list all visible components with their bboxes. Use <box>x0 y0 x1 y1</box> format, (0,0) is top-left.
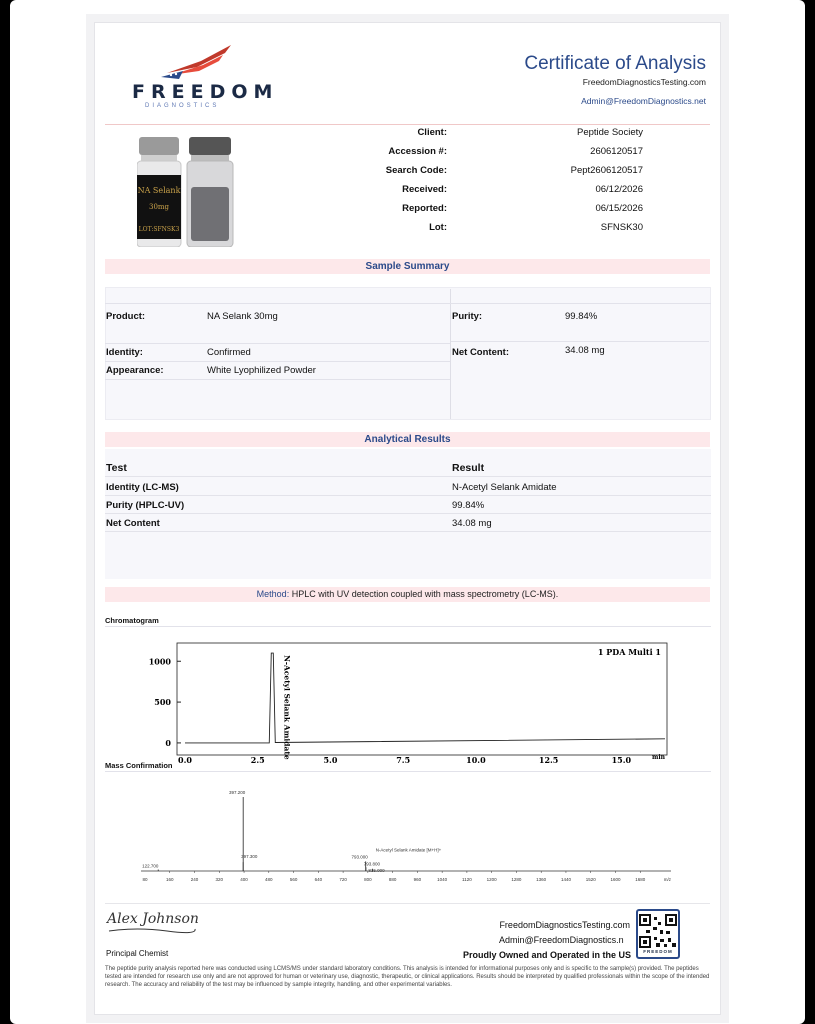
info-value: Pept2606120517 <box>570 165 643 176</box>
y-tick-label: 1000 <box>148 656 171 667</box>
footer-divider <box>105 903 710 904</box>
appearance-value: White Lyophilized Powder <box>207 365 316 376</box>
mass-x-tick-label: 1280 <box>511 877 522 882</box>
product-label: Product: <box>106 311 146 322</box>
mass-x-tick-label: 1600 <box>610 877 621 882</box>
qr-verification-badge[interactable] <box>636 909 680 959</box>
chromatogram-frame <box>177 643 667 755</box>
mass-annotation: N-Acetyl Selank Amidate [M+H]+ <box>375 847 442 853</box>
table-row <box>105 514 711 532</box>
method-label: Method: <box>256 589 290 599</box>
mass-x-tick-label: 800 <box>364 877 372 882</box>
mass-x-tick-label: 1200 <box>486 877 497 882</box>
chemist-signature: Alex Johnson <box>107 911 199 927</box>
vial-label-lot: LOT:SFNSK3 <box>138 226 180 233</box>
y-tick-label: 500 <box>154 697 171 708</box>
mass-peak-label: 122.700 <box>142 863 159 869</box>
mass-x-tick-label: 480 <box>265 877 273 882</box>
test-name: Net Content <box>106 518 160 529</box>
mass-x-tick-label: 1360 <box>536 877 547 882</box>
info-value: Peptide Society <box>576 127 643 138</box>
qr-code-icon <box>638 913 678 949</box>
mass-x-tick-label: 960 <box>413 877 422 882</box>
table-row <box>105 496 711 514</box>
info-value: 06/15/2026 <box>595 203 643 214</box>
chemist-role: Principal Chemist <box>106 949 169 958</box>
mass-x-tick-label: 1040 <box>437 877 448 882</box>
flag-wing-logo-icon <box>161 43 235 79</box>
info-label: Accession #: <box>388 146 447 157</box>
test-result: 34.08 mg <box>452 518 492 529</box>
info-value: SFNSK30 <box>600 222 643 233</box>
sample-summary-heading: Sample Summary <box>105 259 710 274</box>
document-title: Certificate of Analysis <box>524 53 706 74</box>
mass-x-tick-label: 1680 <box>635 877 646 882</box>
mass-x-tick-label: 1120 <box>462 877 472 882</box>
x-tick-label: 15.0 <box>611 755 632 765</box>
info-value: 2606120517 <box>590 146 643 157</box>
mass-x-tick-label: 1440 <box>560 877 571 882</box>
mass-x-tick-label: 880 <box>388 877 397 882</box>
mass-x-tick-label: 720 <box>339 877 347 882</box>
mass-x-tick-label: 240 <box>190 877 199 882</box>
vial-label-dose: 30mg <box>148 203 170 211</box>
mass-peak-label: 793.000 <box>351 854 368 860</box>
test-name: Identity (LC-MS) <box>106 482 179 493</box>
result-column-header: Result <box>452 462 485 474</box>
chromatogram-chart <box>105 629 711 769</box>
x-tick-label: 12.5 <box>538 755 559 765</box>
test-name: Purity (HPLC-UV) <box>106 500 185 511</box>
footer-tagline: Proudly Owned and Operated in the US <box>463 950 632 960</box>
analytical-results-heading: Analytical Results <box>105 432 710 447</box>
x-tick-label: 2.5 <box>250 755 265 765</box>
mass-peak-label: 397.200 <box>229 790 246 795</box>
results-header-row <box>105 459 711 477</box>
mass-peak-label: 815.000 <box>368 867 385 873</box>
info-label: Search Code: <box>385 165 447 176</box>
vial-label-name: NA Selank <box>137 186 181 195</box>
info-value: 06/12/2026 <box>595 184 643 195</box>
product-value: NA Selank 30mg <box>207 311 278 322</box>
summary-divider <box>105 361 450 362</box>
header-email-link[interactable]: Admin@FreedomDiagnostics.net <box>581 96 706 106</box>
info-label: Lot: <box>429 222 447 233</box>
signature-underline <box>107 925 197 935</box>
mass-x-tick-label: 640 <box>314 877 323 882</box>
mass-confirmation-title: Mass Confirmation <box>105 761 173 770</box>
summary-divider <box>105 303 711 304</box>
summary-divider <box>105 343 450 344</box>
peak-label: N-Acetyl Selank Amidate <box>282 655 292 760</box>
method-text: HPLC with UV detection coupled with mass spectrometry (LC-MS). <box>291 589 559 599</box>
summary-divider <box>105 379 450 380</box>
logo-subtitle: DIAGNOSTICS <box>145 103 220 109</box>
info-label: Reported: <box>402 203 447 214</box>
disclaimer-text: The peptide purity analysis reported here was conducted using LCMS/MS under standard laboratory conditions. This analysis is intended for informational purposes only and is specific to the sample(s) provided. The peptides tested are intended for research use only and are not approved for human or veterinary use, diagnostic, therapeutic, or clinical applications. Results should be interpreted by qualified professionals within the scope of the intended research. The accuracy and reliability of the test may be influenced by sample integrity, handling, and other experimental variables. <box>105 966 710 988</box>
chromatogram-trace <box>185 653 665 743</box>
product-vials-photo <box>137 137 237 247</box>
certificate-page <box>94 22 721 1015</box>
test-result: N-Acetyl Selank Amidate <box>452 482 557 493</box>
identity-value: Confirmed <box>207 347 251 358</box>
net-content-label: Net Content: <box>452 347 509 358</box>
summary-divider <box>451 341 709 342</box>
x-tick-label: 10.0 <box>466 755 486 765</box>
identity-label: Identity: <box>106 347 143 358</box>
mass-divider <box>105 771 711 772</box>
mass-x-tick-label: 560 <box>289 877 298 882</box>
info-label: Received: <box>402 184 447 195</box>
footer-email-link[interactable]: Admin@FreedomDiagnostics.n <box>499 935 624 945</box>
chromatogram-divider <box>105 626 711 627</box>
test-result: 99.84% <box>452 500 485 511</box>
chromatogram-legend: 1 PDA Multi 1 <box>597 647 661 657</box>
mass-peak-label: 397.300 <box>241 854 258 860</box>
badge-label: FREEDOM <box>643 949 673 954</box>
footer-website-link[interactable]: FreedomDiagnosticsTesting.com <box>499 920 630 930</box>
x-tick-label: 5.0 <box>323 755 338 765</box>
mass-x-tick-label: 320 <box>215 877 224 882</box>
chromatogram-title: Chromatogram <box>105 616 159 625</box>
header-divider <box>105 124 710 125</box>
appearance-label: Appearance: <box>106 365 164 376</box>
logo-wordmark: FREEDOM <box>132 81 279 103</box>
mass-x-tick-label: 1520 <box>585 877 596 882</box>
mass-x-tick-label: 400 <box>240 877 248 882</box>
method-banner <box>105 587 710 602</box>
x-tick-label: 7.5 <box>396 755 411 765</box>
mass-x-tick-label: 80 <box>142 877 148 882</box>
mass-x-tick-label: 160 <box>166 877 174 882</box>
mass-spectrum-chart <box>105 783 711 893</box>
info-label: Client: <box>417 127 447 138</box>
mass-peak-label: 793.800 <box>363 861 381 867</box>
header-website-link[interactable]: FreedomDiagnosticsTesting.com <box>582 77 706 87</box>
table-row <box>105 478 711 496</box>
y-tick-label: 0 <box>165 737 171 748</box>
purity-label: Purity: <box>452 311 483 322</box>
x-unit-label: min <box>652 754 665 761</box>
net-content-value: 34.08 mg <box>565 345 605 356</box>
mass-x-unit-label: m/z <box>663 877 671 882</box>
test-column-header: Test <box>106 462 127 474</box>
x-tick-label: 0.0 <box>178 755 192 765</box>
purity-value: 99.84% <box>565 311 598 322</box>
